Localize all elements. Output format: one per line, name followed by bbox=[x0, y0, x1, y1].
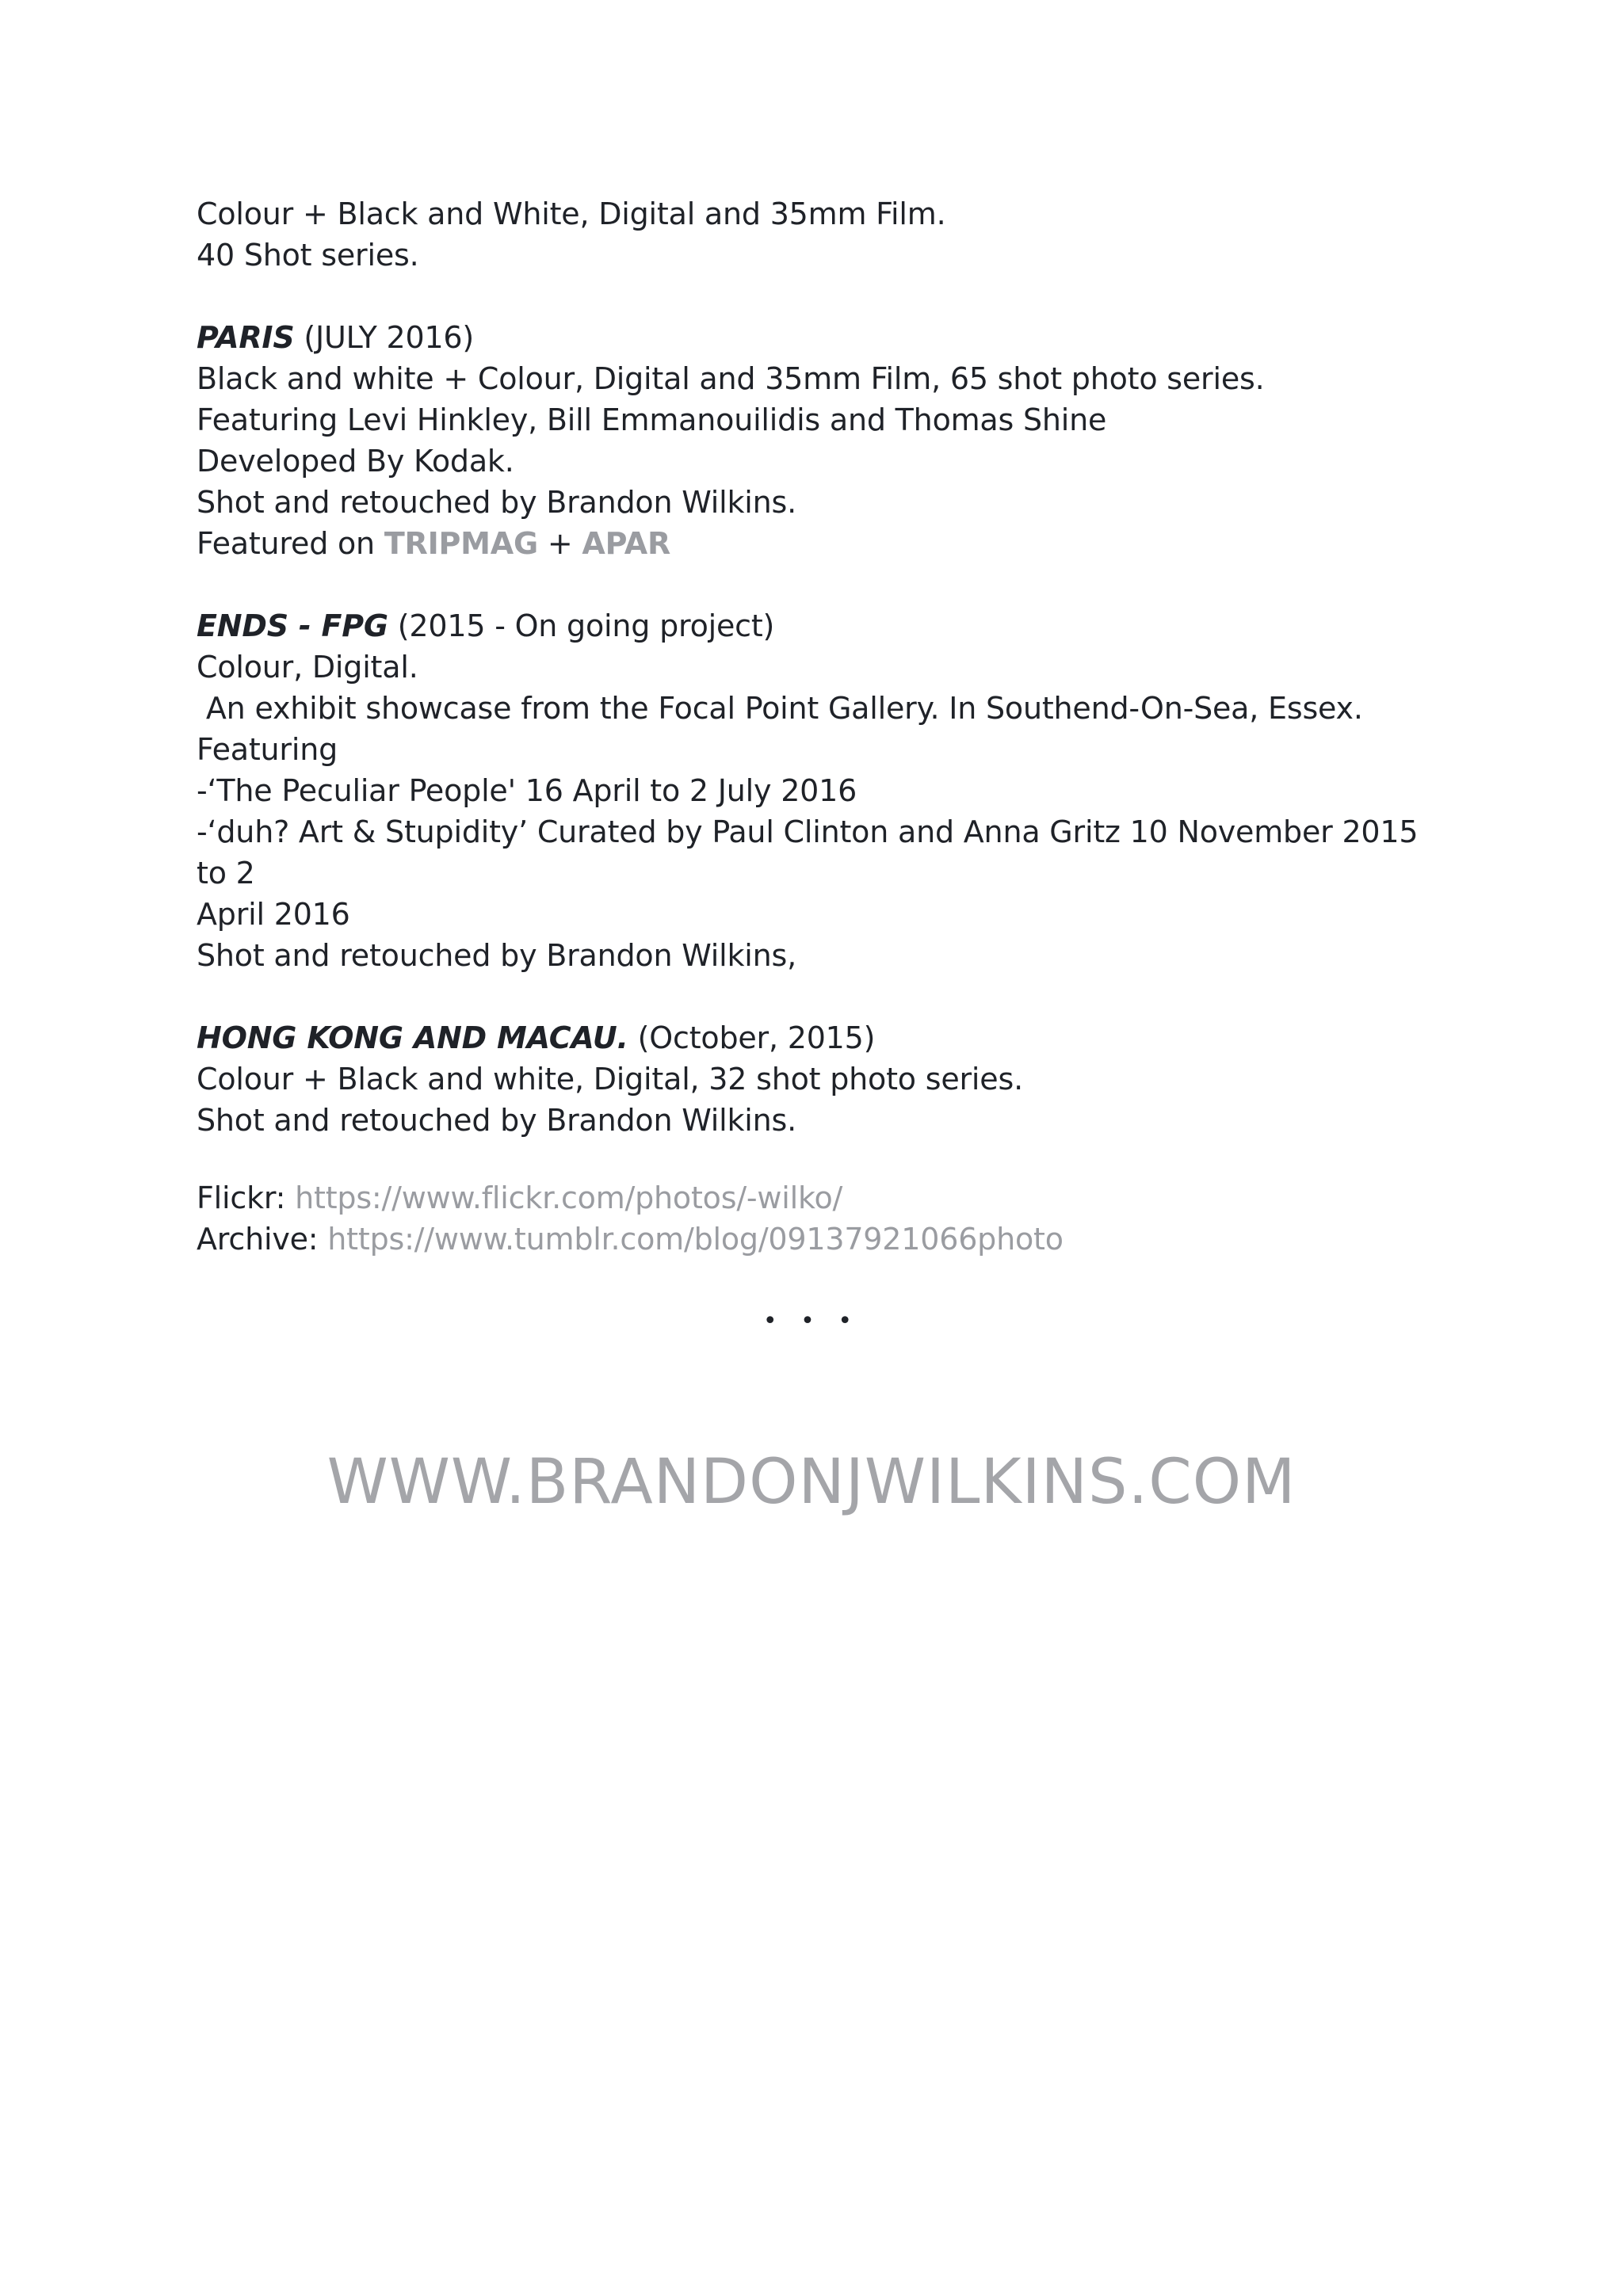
intro-line-1: Colour + Black and White, Digital and 35mm Film. bbox=[197, 196, 946, 231]
ends-title: ENDS - FPG bbox=[197, 608, 388, 643]
paris-date: (JULY 2016) bbox=[294, 320, 475, 355]
hongkong-title: HONG KONG AND MACAU. bbox=[197, 1020, 628, 1055]
flickr-row bbox=[197, 1177, 1433, 1219]
ends-line-6: April 2016 bbox=[197, 897, 350, 932]
spacer bbox=[197, 564, 1433, 605]
featured-prefix: Featured on bbox=[197, 526, 384, 561]
paris-line-2: Featuring Levi Hinkley, Bill Emmanouilidis and Thomas Shine bbox=[197, 402, 1107, 437]
ends-line-3: Featuring bbox=[197, 732, 338, 767]
flickr-label: Flickr: bbox=[197, 1180, 296, 1215]
website-url[interactable]: WWW.BRANDONJWILKINS.COM bbox=[327, 1447, 1296, 1518]
hongkong-heading bbox=[197, 1017, 1433, 1058]
paris-title: PARIS bbox=[197, 320, 295, 355]
spacer bbox=[197, 276, 1433, 317]
paris-line-1: Black and white + Colour, Digital and 35mm Film, 65 shot photo series. bbox=[197, 361, 1265, 396]
flickr-link[interactable]: https://www.flickr.com/photos/-wilko/ bbox=[295, 1180, 843, 1215]
paris-featured bbox=[197, 523, 1433, 564]
featured-separator: + bbox=[538, 526, 582, 561]
hongkong-line-2: Shot and retouched by Brandon Wilkins. bbox=[197, 1103, 797, 1138]
ends-line-1: Colour, Digital. bbox=[197, 650, 418, 685]
tripmag-link[interactable]: TRIPMAG bbox=[384, 526, 538, 561]
paris-line-3: Developed By Kodak. bbox=[197, 444, 514, 479]
apar-link[interactable]: APAR bbox=[582, 526, 671, 561]
ends-heading bbox=[197, 605, 1433, 646]
ends-date: (2015 - On going project) bbox=[388, 608, 775, 643]
ends-line-4: -‘The Peculiar People' 16 April to 2 July 2016 bbox=[197, 773, 857, 808]
section-divider: • • • bbox=[762, 1307, 861, 1335]
archive-link[interactable]: https://www.tumblr.com/blog/09137921066photo bbox=[327, 1222, 1064, 1257]
spacer bbox=[197, 976, 1433, 1017]
intro-line-2: 40 Shot series. bbox=[197, 238, 419, 273]
paris-heading bbox=[197, 317, 1433, 358]
ends-line-2: An exhibit showcase from the Focal Point Gallery. In Southend-On-Sea, Essex. bbox=[197, 691, 1363, 726]
archive-label: Archive: bbox=[197, 1222, 328, 1257]
hongkong-line-1: Colour + Black and white, Digital, 32 shot photo series. bbox=[197, 1062, 1023, 1097]
hongkong-date: (October, 2015) bbox=[628, 1020, 876, 1055]
project-list bbox=[197, 193, 1433, 1141]
archive-row bbox=[197, 1219, 1433, 1260]
external-links bbox=[197, 1177, 1433, 1260]
paris-line-4: Shot and retouched by Brandon Wilkins. bbox=[197, 485, 797, 520]
ends-line-7: Shot and retouched by Brandon Wilkins, bbox=[197, 938, 797, 973]
ends-line-5: -‘duh? Art & Stupidity’ Curated by Paul Clinton and Anna Gritz 10 November 2015 to 2 bbox=[197, 814, 1428, 891]
